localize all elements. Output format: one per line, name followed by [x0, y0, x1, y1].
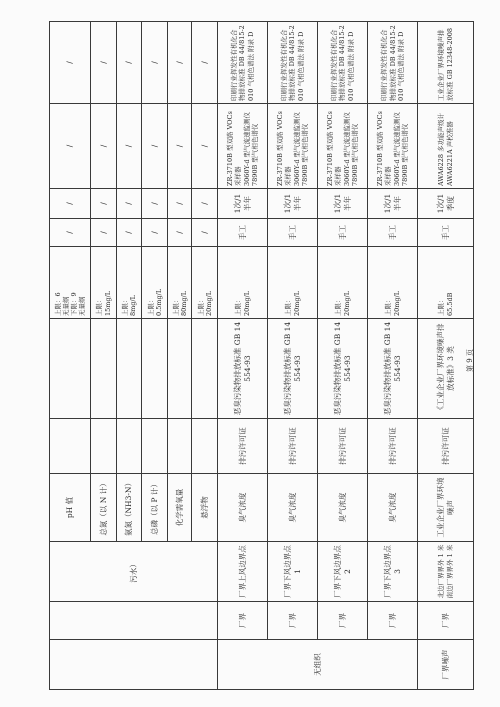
table-row	[268, 22, 318, 690]
standard-cell: 恶臭污染物排放标准 GB 14554-93	[268, 319, 318, 419]
basis-cell	[91, 419, 117, 474]
point-cell: 厂界	[268, 602, 318, 640]
basis-cell	[192, 419, 218, 474]
method-cell: 手工	[318, 219, 368, 247]
method-cell: /	[168, 219, 192, 247]
param-cell: 悬浮物	[192, 474, 218, 542]
param-cell: 臭气浓度	[268, 474, 318, 542]
unorganized-label: 无组织	[218, 640, 418, 690]
ref-standard-cell: 印刷行业挥发性有机化合物排放标准 DB 44/815-2010 气相色谱法 附录 D	[268, 22, 318, 104]
freq-cell: /	[192, 189, 218, 219]
ref-standard-cell: 工业企业厂界环境噪声排放标准 GB 12348-2008	[418, 22, 474, 104]
standard-cell: 《工业企业厂界环境噪声排放标准》3 类	[418, 319, 474, 419]
point-cell: 厂界	[318, 602, 368, 640]
ref-standard-cell: /	[50, 22, 91, 104]
param-cell: 氨氮（NH3-N）	[116, 474, 142, 542]
table-row	[318, 22, 368, 690]
limit-cell: 上限： 15mg/L	[91, 247, 117, 319]
sub-category-cell	[50, 602, 218, 640]
freq-cell: 1次/1半年	[218, 189, 268, 219]
freq-cell: /	[91, 189, 117, 219]
method-cell: /	[142, 219, 168, 247]
ref-standard-cell: /	[91, 22, 117, 104]
param-cell: 臭气浓度	[218, 474, 268, 542]
ref-standard-cell: /	[142, 22, 168, 104]
category-cell	[50, 640, 218, 690]
equipment-cell: /	[192, 104, 218, 189]
table-row	[368, 22, 418, 690]
equipment-cell: ZR-3710B 型双路 VOCs 采样器 3060Y-d 型气流速监测仪 7890B 型气相色谱仪	[318, 104, 368, 189]
limit-cell: 上限： 8mg/L	[116, 247, 142, 319]
method-cell: /	[116, 219, 142, 247]
param-cell: 臭气浓度	[318, 474, 368, 542]
location-cell: 厂界下风边界点 3	[368, 542, 418, 602]
standard-cell	[91, 319, 117, 419]
table-row	[50, 22, 91, 690]
method-cell: /	[192, 219, 218, 247]
equipment-cell: AWA6228 多功能声级计 AWA6221A 声校准器	[418, 104, 474, 189]
rotated-table-wrapper	[49, 22, 474, 690]
freq-cell: /	[168, 189, 192, 219]
freq-cell: /	[116, 189, 142, 219]
ref-standard-cell: /	[192, 22, 218, 104]
limit-cell: 上限： 0.5mg/L	[142, 247, 168, 319]
method-cell: /	[91, 219, 117, 247]
basis-cell: 排污许可证	[268, 419, 318, 474]
equipment-cell: ZR-3710B 型双路 VOCs 采样器 3060Y-d 型气流速监测仪 7890B 型气相色谱仪	[218, 104, 268, 189]
basis-cell: 排污许可证	[218, 419, 268, 474]
limit-cell: 上限： 65.5dB	[418, 247, 474, 319]
method-cell: 手工	[418, 219, 474, 247]
equipment-cell: /	[91, 104, 117, 189]
freq-cell: /	[50, 189, 91, 219]
location-cell: 厂界上风边界点	[218, 542, 268, 602]
standard-cell	[50, 319, 91, 419]
equipment-cell: ZR-3710B 型双路 VOCs 采样器 3060Y-d 型气流速监测仪 7890B 型气相色谱仪	[368, 104, 418, 189]
basis-cell	[50, 419, 91, 474]
ref-standard-cell: 印刷行业挥发性有机化合物排放标准 DB 44/815-2010 气相色谱法 附录 D	[368, 22, 418, 104]
page-number: 第 9 页	[466, 349, 474, 372]
noise-label: 厂界噪声	[418, 640, 474, 690]
limit-cell: 上限： 20mg/L	[218, 247, 268, 319]
category-label: 污水）	[50, 542, 218, 602]
point-cell: 厂界	[218, 602, 268, 640]
limit-cell: 上限： 20mg/L	[192, 247, 218, 319]
param-cell: 工业企业厂界环境噪声	[418, 474, 474, 542]
limit-cell: 上限： 20mg/L	[368, 247, 418, 319]
equipment-cell: /	[142, 104, 168, 189]
freq-cell: 1次/1半年	[268, 189, 318, 219]
location-cell: 厂界下风边界点 2	[318, 542, 368, 602]
ref-standard-cell: /	[116, 22, 142, 104]
method-cell: 手工	[368, 219, 418, 247]
freq-cell: 1次/1季度	[418, 189, 474, 219]
param-cell: pH 值	[50, 474, 91, 542]
standard-cell	[168, 319, 192, 419]
param-cell: 化学需氧量	[168, 474, 192, 542]
monitoring-table	[49, 21, 474, 690]
location-cell: 北边厂界界外 1 米 南边厂界界外 1 米	[418, 542, 474, 602]
basis-cell: 排污许可证	[318, 419, 368, 474]
standard-cell	[192, 319, 218, 419]
equipment-cell: /	[168, 104, 192, 189]
limit-cell: 上限： 20mg/L	[318, 247, 368, 319]
param-cell: 臭气浓度	[368, 474, 418, 542]
basis-cell	[116, 419, 142, 474]
equipment-cell: ZR-3710B 型双路 VOCs 采样器 3060Y-d 型气流速监测仪 7890B 型气相色谱仪	[268, 104, 318, 189]
standard-cell	[142, 319, 168, 419]
basis-cell	[168, 419, 192, 474]
param-cell: 总氮（以 N 计）	[91, 474, 117, 542]
location-cell: 厂界下风边界点 1	[268, 542, 318, 602]
ref-standard-cell: /	[168, 22, 192, 104]
freq-cell: 1次/1半年	[368, 189, 418, 219]
ref-standard-cell: 印刷行业挥发性有机化合物排放标准 DB 44/815-2010 气相色谱法 附录 D	[318, 22, 368, 104]
method-cell: 手工	[218, 219, 268, 247]
basis-cell	[142, 419, 168, 474]
method-cell: /	[50, 219, 91, 247]
standard-cell	[116, 319, 142, 419]
point-cell: 厂界	[418, 602, 474, 640]
limit-cell: 上限： 20mg/L	[268, 247, 318, 319]
table-row	[218, 22, 268, 690]
param-cell: 总磷（以 P 计）	[142, 474, 168, 542]
freq-cell: /	[142, 189, 168, 219]
ref-standard-cell: 印刷行业挥发性有机化合物排放标准 DB 44/815-2010 气相色谱法 附录 D	[218, 22, 268, 104]
freq-cell: 1次/1半年	[318, 189, 368, 219]
basis-cell: 排污许可证	[368, 419, 418, 474]
method-cell: 手工	[268, 219, 318, 247]
basis-cell: 排污许可证	[418, 419, 474, 474]
standard-cell: 恶臭污染物排放标准 GB 14554-93	[318, 319, 368, 419]
point-cell: 厂界	[368, 602, 418, 640]
equipment-cell: /	[116, 104, 142, 189]
limit-cell: 上限：6 无量纲 下限：9 无量纲	[50, 247, 91, 319]
standard-cell: 恶臭污染物排放标准 GB 14554-93	[368, 319, 418, 419]
limit-cell: 上限： 80mg/L	[168, 247, 192, 319]
equipment-cell: /	[50, 104, 91, 189]
standard-cell: 恶臭污染物排放标准 GB 14554-93	[218, 319, 268, 419]
